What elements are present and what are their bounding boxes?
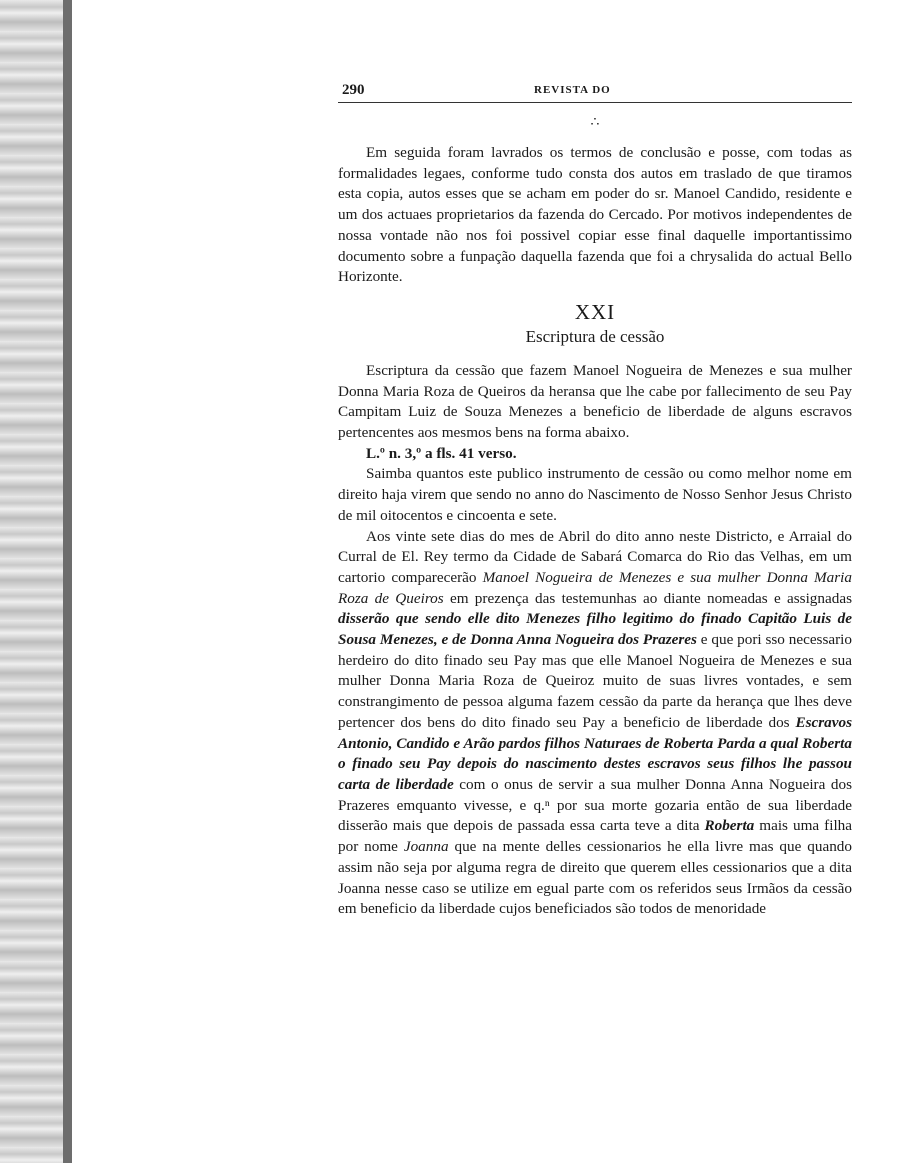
italic-run: Roberta <box>704 817 755 835</box>
paragraph-summary: Escriptura da cessão que fazem Manoel Nogueira de Menezes e sua mulher Donna Maria Roza de Queiros da heransa que lhe cabe por fallecimento de seu Pay Campitam Luiz de Souza Menezes a beneficio de liberdade de alguns escravos pertencentes aos mesmos bens na forma abaixo. <box>338 361 852 442</box>
scan-page-edge <box>0 0 72 1163</box>
italic-run: Escravos Antonio, Candido e Arão pardos filhos Naturaes de Roberta Parda a qual Roberta o finado seu Pay depois do nascimento destes escravos seus filhos lhe passou carta de liberdade <box>338 713 852 793</box>
ornament-therefore-icon: ∴ <box>590 115 600 130</box>
chapter-number: XXI <box>574 299 616 324</box>
text-run: mais uma filha por nome <box>338 817 852 856</box>
text-run: Aos vinte sete dias do mes de Abril do dito anno neste Districto, e Arraial do Curral de El. Rey termo da Cidade de Sabará Comarca do Rio das Velhas, em um cartorio comparecerão <box>338 527 852 586</box>
running-header <box>338 76 852 103</box>
text-run: e que pori sso necessario herdeiro do dito finado seu Pay mas que elle Manoel Nogueira de Menezes e sua mulher Donna Maria Roza de Queiroz muito de suas livres vontades, e sem constrangimento de pessoa alguma fazem cessão da parte da herança que lhes deve pertencer dos bens do dito finado seu Pay a beneficio de liberdade dos <box>338 631 852 731</box>
page-number: 290 <box>342 82 365 98</box>
running-title: REVISTA DO <box>534 84 611 96</box>
text-run: que na mente delles cessionarios he ella livre mas que quando assim não seja por alguma regra de direito que querem elles cessionarios que a dita Joanna nesse caso se utilize em egual parte com os referidos seus Irmãos da cessão em beneficio da liberdade cujos beneficiados são todos de menoridade <box>338 838 852 918</box>
italic-run: disserão que sendo elle dito Menezes filho legitimo do finado Capitão Luis de Sousa Menezes, e de Donna Anna Nogueira dos Prazeres <box>338 610 852 649</box>
italic-run: Manoel Nogueira de Menezes e sua mulher Donna Maria Roza de Queiros <box>338 568 852 607</box>
italic-run: Joanna <box>403 838 449 856</box>
book-page <box>338 76 852 920</box>
chapter-title: Escriptura de cessão <box>525 326 665 346</box>
paragraph-saibam: Saimba quantos este publico instrumento de cessão ou como melhor nome em direito haja virem que sendo no anno do Nascimento de Nosso Senhor Jesus Christo de mil oitocentos e cincoenta e sete. <box>338 465 852 524</box>
text-run: em prezença das testemunhas ao diante nomeadas e assignadas <box>443 589 852 607</box>
paragraph-intro: Em seguida foram lavrados os termos de conclusão e posse, com todas as formalidades legaes, conforme tudo consta dos autos em traslado de que tiramos esta copia, autos esses que se acham em poder do sr. Manoel Candido, residente e um dos actuaes proprietarios da fazenda do Cercado. Por motivos independentes de nossa vontade não nos foi possivel copiar esse final daquelle importantissimo documento sobre a funpação daquella fazenda que foi a chrysalida do actual Bello Horizonte. <box>338 144 852 286</box>
book-reference: L.º n. 3,º a fls. 41 verso. <box>366 444 517 462</box>
paragraph-main <box>338 527 852 920</box>
text-run: com o onus de servir a sua mulher Donna Anna Nogueira dos Prazeres emquanto vivesse, e q.ⁿ por sua morte gozaria então de sua liberdade disserão mais que depois de passada essa carta teve a dita <box>338 775 852 835</box>
